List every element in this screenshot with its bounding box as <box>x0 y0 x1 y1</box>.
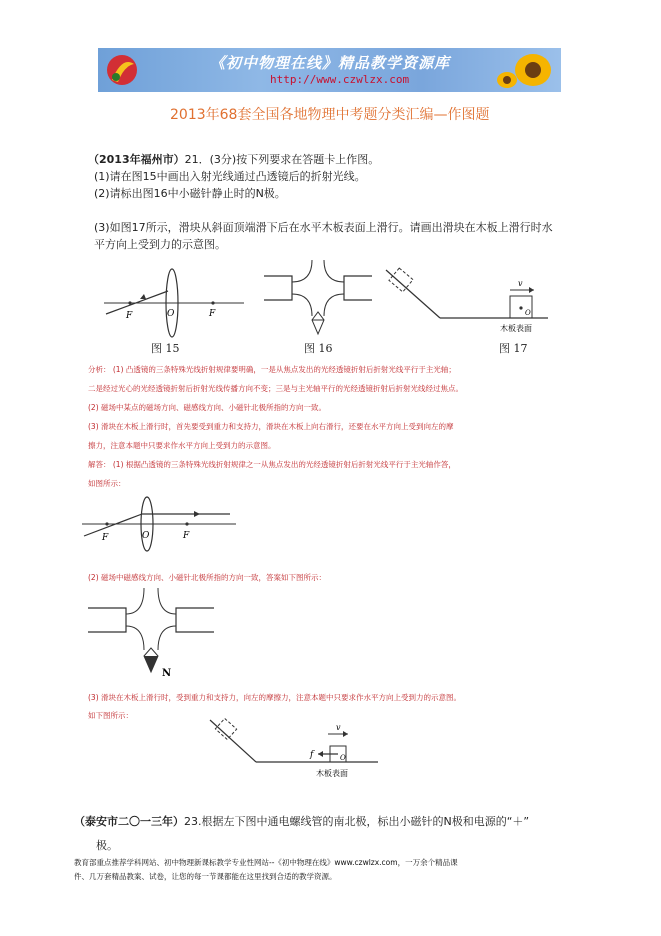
figure-16-magnets <box>262 258 374 340</box>
analysis-line: (3) 滑块在木板上滑行时，首先要受到重力和支持力，滑块在木板上向右滑行，还要在水平方向上受到向左的摩 <box>88 422 454 431</box>
analysis-line: 擦力，注意本题中只要求作水平方向上受到力的示意图。 <box>88 441 276 450</box>
analysis-line: (2) 磁场中某点的磁场方向、磁感线方向、小磁针北极所指的方向一致。 <box>88 403 327 412</box>
answer-line: 解答： (1) 根据凸透镜的三条特殊光线折射规律之一从焦点发出的光经透镜折射后折射光线平行于主光轴作答， <box>88 460 456 469</box>
velocity-label: v <box>336 723 341 732</box>
site-banner <box>98 48 561 92</box>
center-label: O <box>340 754 346 762</box>
banner-title: 《初中物理在线》精品教学资源库 <box>210 54 451 72</box>
figure-15-lens <box>100 256 250 346</box>
answer-figure-lens <box>80 494 240 574</box>
analysis-line: 分析： (1) 凸透镜的三条特殊光线折射规律要明确，一是从焦点发出的光经透镜折射后折射光线平行于主光轴； <box>88 365 456 374</box>
document-title: 2013年68套全国各地物理中考题分类汇编—作图题 <box>170 107 490 123</box>
friction-label: f <box>310 750 314 760</box>
velocity-label: v <box>518 279 523 288</box>
q21-part1: (1)请在图15中画出入射光线通过凸透镜后的折射光线。 <box>94 170 366 183</box>
answer-figure-slope <box>206 716 382 780</box>
optical-center-label: O <box>167 309 175 319</box>
north-pole-label: N <box>162 668 172 679</box>
focus-right-label: F <box>183 531 190 541</box>
site-logo-icon <box>104 52 140 88</box>
q23-stem: 23.根据左下图中通电螺线管的南北极，标出小磁针的N极和电源的“＋” <box>184 815 530 828</box>
q21-source: （2013年福州市） <box>88 153 185 166</box>
answer-line: 如图所示： <box>88 479 126 488</box>
figure-16-caption: 图 16 <box>304 342 333 355</box>
banner-url: http://www.czwlzx.com <box>270 73 410 86</box>
answer-figure-magnets <box>86 586 216 682</box>
q23-header <box>74 813 529 829</box>
q21-part3-line1: (3)如图17所示，滑块从斜面顶端滑下后在水平木板表面上滑行。请画出滑块在木板上滑行时水 <box>94 221 553 234</box>
figure-15-caption: 图 15 <box>151 342 180 355</box>
q21-header <box>88 151 379 167</box>
board-surface-label: 木板表面 <box>500 324 532 333</box>
footer-line-1: 教育部重点推荐学科网站、初中物理新课标教学专业性网站--《初中物理在线》www.czwlzx.com，一万余个精品课 <box>74 858 458 867</box>
focus-left-label: F <box>102 533 109 543</box>
q21-stem: 21．(3分)按下列要求在答题卡上作图。 <box>184 153 380 166</box>
center-label: O <box>525 309 531 317</box>
focus-left-label: F <box>126 311 133 321</box>
optical-center-label: O <box>142 531 150 541</box>
figure-17-caption: 图 17 <box>499 342 528 355</box>
analysis-line: 二是经过光心的光经透镜折射后折射光线传播方向不变；三是与主光轴平行的光经透镜折射后折射光线经过焦点。 <box>88 384 463 393</box>
figure-17-slope <box>382 262 554 340</box>
q23-stem-continued: 极。 <box>96 839 118 852</box>
sunflower-icon <box>495 50 555 90</box>
answer-3-text-2: 如下图所示： <box>88 711 133 720</box>
answer-2-text: (2) 磁场中磁感线方向、小磁针北极所指的方向一致，答案如下图所示： <box>88 573 327 582</box>
q21-part3-line2: 平方向上受到力的示意图。 <box>94 238 226 251</box>
q23-source: （泰安市二〇一三年） <box>74 815 184 828</box>
focus-right-label: F <box>209 309 216 319</box>
board-surface-label: 木板表面 <box>316 769 348 778</box>
q21-part2: (2)请标出图16中小磁针静止时的N极。 <box>94 187 286 200</box>
footer-line-2: 件、几万套精品教案、试卷，让您的每一节课都能在这里找到合适的教学资源。 <box>74 872 337 881</box>
answer-3-text: (3) 滑块在木板上滑行时，受到重力和支持力，向左的摩擦力，注意本题中只要求作水平方向上受到力的示意图。 <box>88 693 462 702</box>
